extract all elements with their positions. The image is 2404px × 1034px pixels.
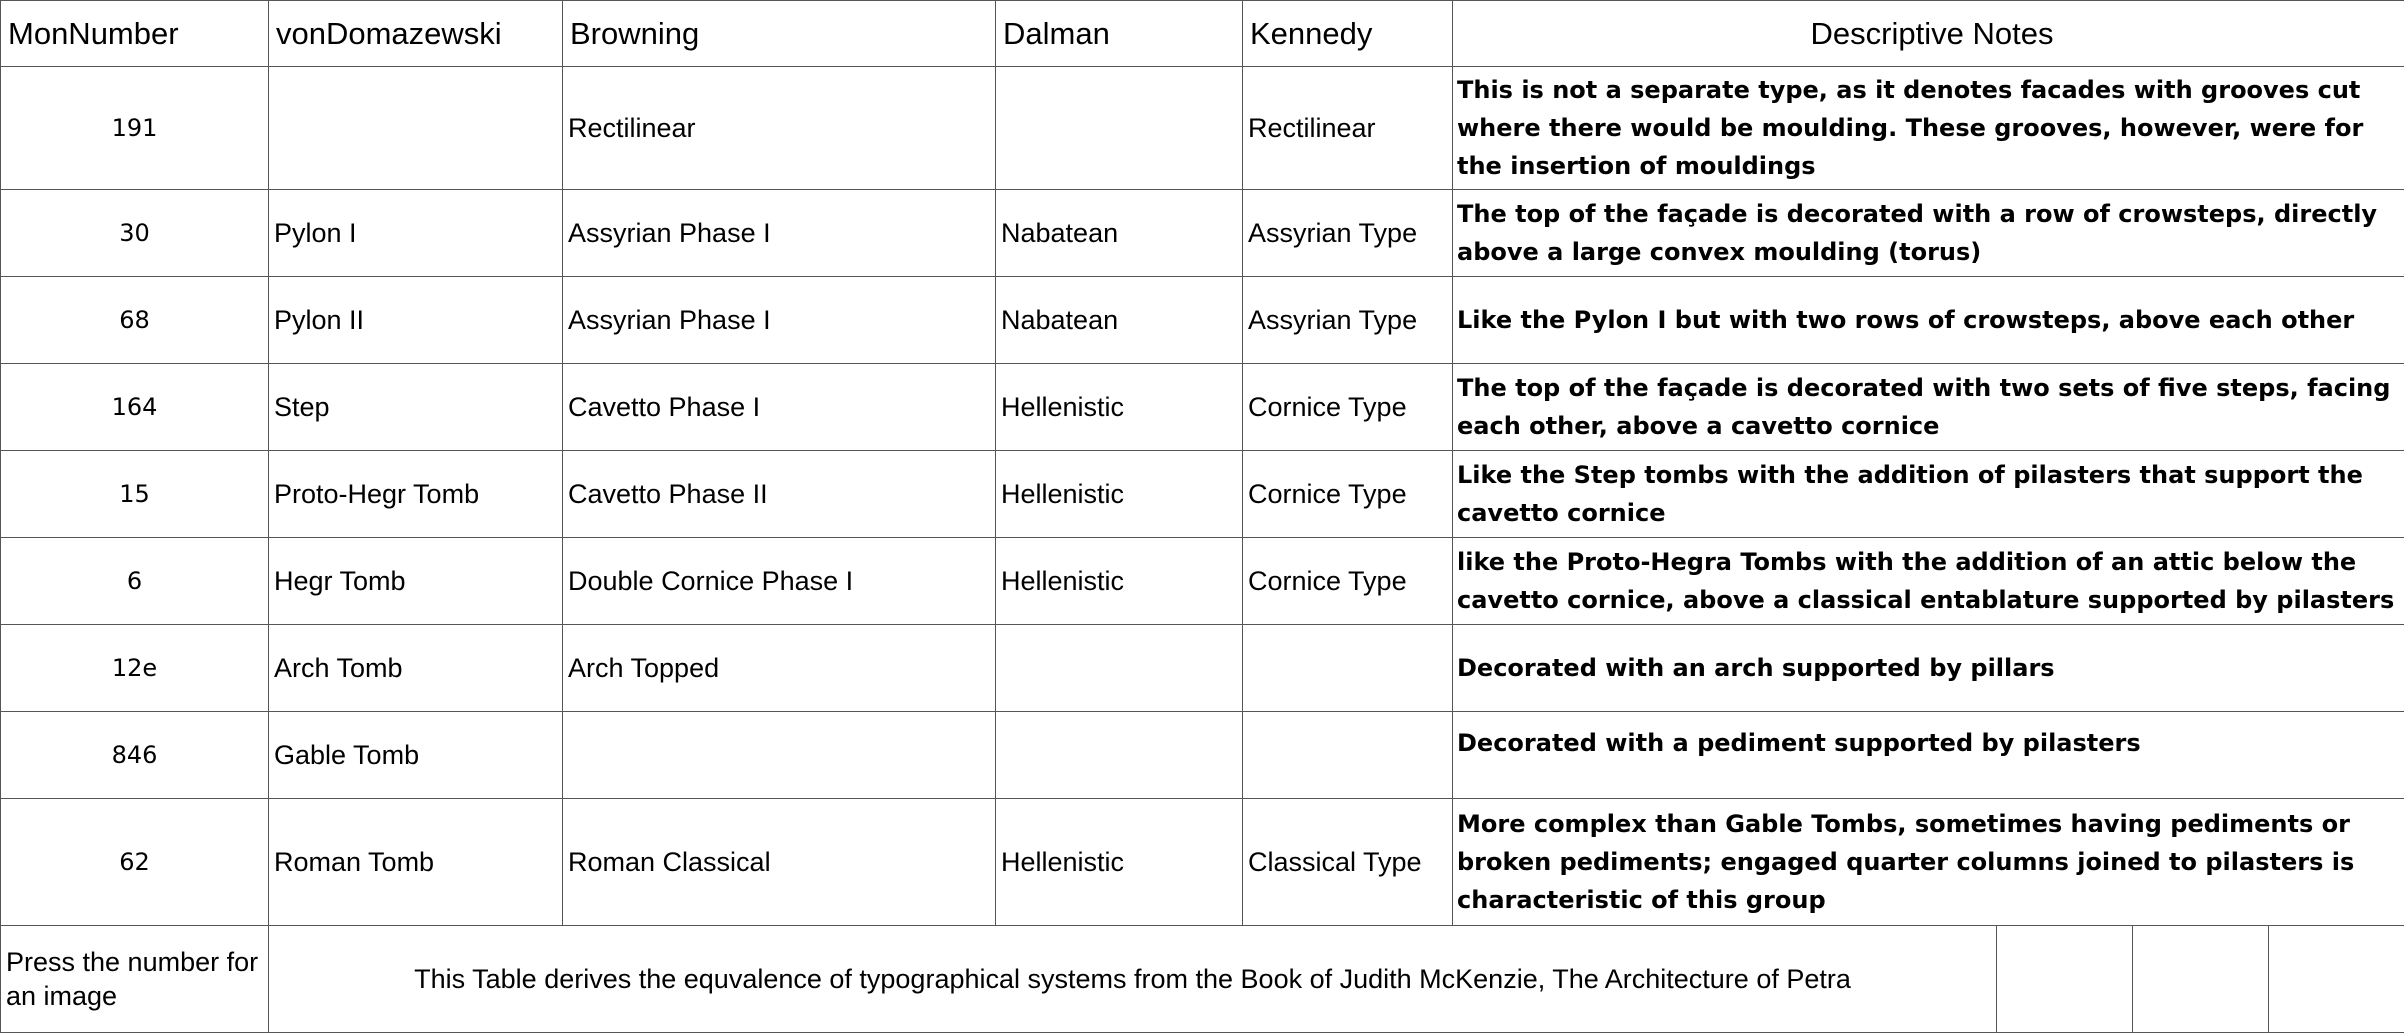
header-descriptive-notes: Descriptive Notes (1453, 1, 2404, 67)
header-vondomazewski: vonDomazewski (269, 1, 563, 67)
mon-number-link[interactable]: 62 (1, 799, 269, 926)
table-row (1, 799, 2404, 926)
kennedy-cell (1243, 712, 1453, 799)
kennedy-cell: Cornice Type (1243, 538, 1453, 625)
kennedy-cell: Cornice Type (1243, 451, 1453, 538)
empty-cell (2269, 926, 2404, 1033)
dalman-cell (996, 67, 1243, 190)
notes-cell: More complex than Gable Tombs, sometimes having pediments or broken pediments; engaged quarter columns joined to pilasters is characteristic of this group (1453, 799, 2404, 926)
browning-cell: Roman Classical (563, 799, 996, 926)
notes-cell: Like the Step tombs with the addition of pilasters that support the cavetto cornice (1453, 451, 2404, 538)
empty-cell (1997, 926, 2133, 1033)
dalman-cell (996, 625, 1243, 712)
dalman-cell: Hellenistic (996, 451, 1243, 538)
table-row (1, 538, 2404, 625)
dalman-cell: Nabatean (996, 190, 1243, 277)
table-row (1, 451, 2404, 538)
header-dalman: Dalman (996, 1, 1243, 67)
mon-number-link[interactable]: 191 (1, 67, 269, 190)
kennedy-cell: Classical Type (1243, 799, 1453, 926)
browning-cell (563, 712, 996, 799)
dalman-cell: Hellenistic (996, 538, 1243, 625)
footer-table (0, 925, 2404, 1033)
kennedy-cell: Cornice Type (1243, 364, 1453, 451)
table-row (1, 190, 2404, 277)
vondomazewski-cell: Arch Tomb (269, 625, 563, 712)
mon-number-link[interactable]: 68 (1, 277, 269, 364)
mon-number-link[interactable]: 12e (1, 625, 269, 712)
table-row (1, 67, 2404, 190)
press-number-note: Press the number for an image (1, 926, 269, 1033)
table-row (1, 625, 2404, 712)
vondomazewski-cell: Roman Tomb (269, 799, 563, 926)
table-row (1, 277, 2404, 364)
notes-cell: Decorated with an arch supported by pillars (1453, 625, 2404, 712)
vondomazewski-cell: Hegr Tomb (269, 538, 563, 625)
dalman-cell: Nabatean (996, 277, 1243, 364)
vondomazewski-cell: Step (269, 364, 563, 451)
kennedy-cell: Rectilinear (1243, 67, 1453, 190)
notes-cell: like the Proto-Hegra Tombs with the addition of an attic below the cavetto cornice, above a classical entablature supported by pilasters (1453, 538, 2404, 625)
browning-cell: Arch Topped (563, 625, 996, 712)
mon-number-link[interactable]: 15 (1, 451, 269, 538)
footer-row (1, 926, 2404, 1033)
empty-cell (2133, 926, 2269, 1033)
browning-cell: Cavetto Phase II (563, 451, 996, 538)
vondomazewski-cell: Pylon I (269, 190, 563, 277)
notes-cell: Like the Pylon I but with two rows of crowsteps, above each other (1453, 277, 2404, 364)
vondomazewski-cell: Pylon II (269, 277, 563, 364)
notes-cell: Decorated with a pediment supported by pilasters (1453, 712, 2404, 799)
browning-cell: Assyrian Phase I (563, 277, 996, 364)
mon-number-link[interactable]: 6 (1, 538, 269, 625)
browning-cell: Rectilinear (563, 67, 996, 190)
mon-number-link[interactable]: 846 (1, 712, 269, 799)
header-monnumber: MonNumber (1, 1, 269, 67)
header-kennedy: Kennedy (1243, 1, 1453, 67)
table-row (1, 364, 2404, 451)
mon-number-link[interactable]: 30 (1, 190, 269, 277)
dalman-cell: Hellenistic (996, 364, 1243, 451)
browning-cell: Cavetto Phase I (563, 364, 996, 451)
notes-cell: The top of the façade is decorated with a row of crowsteps, directly above a large convex moulding (torus) (1453, 190, 2404, 277)
vondomazewski-cell: Proto-Hegr Tomb (269, 451, 563, 538)
table-row (1, 712, 2404, 799)
dalman-cell (996, 712, 1243, 799)
header-row (1, 1, 2404, 67)
vondomazewski-cell: Gable Tomb (269, 712, 563, 799)
kennedy-cell: Assyrian Type (1243, 277, 1453, 364)
dalman-cell: Hellenistic (996, 799, 1243, 926)
mon-number-link[interactable]: 164 (1, 364, 269, 451)
header-browning: Browning (563, 1, 996, 67)
vondomazewski-cell (269, 67, 563, 190)
source-credit: This Table derives the equvalence of typographical systems from the Book of Judith McKenzie, The Architecture of Petra (269, 926, 1997, 1033)
notes-cell: This is not a separate type, as it denotes facades with grooves cut where there would be moulding. These grooves, however, were for the insertion of mouldings (1453, 67, 2404, 190)
notes-cell: The top of the façade is decorated with two sets of five steps, facing each other, above a cavetto cornice (1453, 364, 2404, 451)
browning-cell: Double Cornice Phase I (563, 538, 996, 625)
browning-cell: Assyrian Phase I (563, 190, 996, 277)
kennedy-cell: Assyrian Type (1243, 190, 1453, 277)
kennedy-cell (1243, 625, 1453, 712)
